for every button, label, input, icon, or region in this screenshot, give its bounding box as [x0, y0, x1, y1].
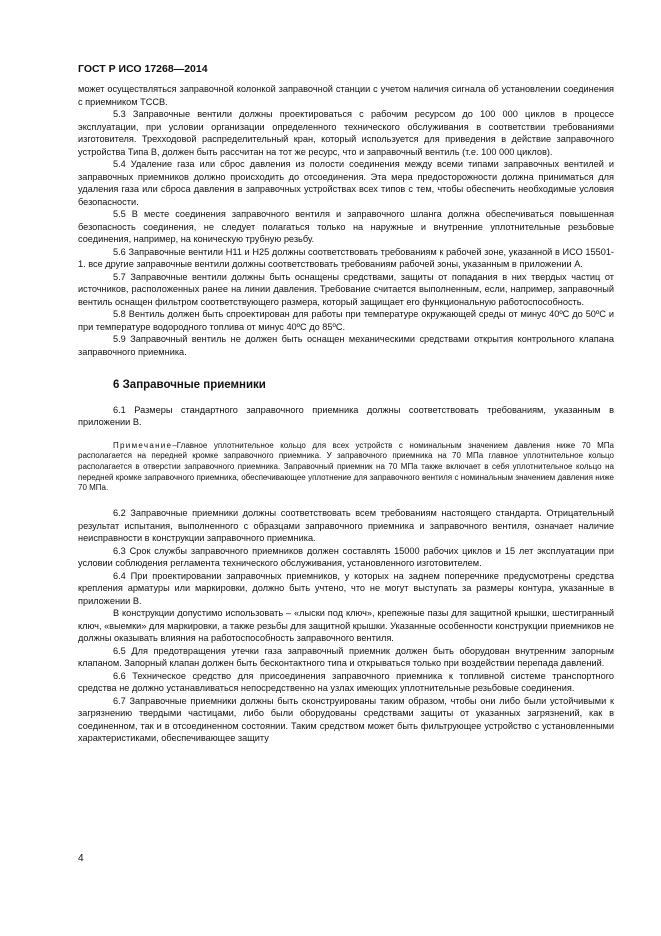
paragraph-6-4: 6.4 При проектировании заправочных приемников, у которых на заднем поперечнике предусмотрены средства крепления арматуры или маркировки, должно быть учтено, что не могут выступать за размеры контура, указанные в приложении В. [78, 570, 614, 606]
paragraph-6-3: 6.3 Срок службы заправочного приемников должен составлять 15000 рабочих циклов и 15 лет эксплуатации при условии соблюдения регламента технического обслуживания, установленного изготовителем. [78, 545, 614, 569]
paragraph-6-2: 6.2 Заправочные приемники должны соответствовать всем требованиям настоящего стандарта. Отрицательный результат испытания, выполненного с образцами заправочного приемника и заправочного вентиля, означает наличие неисправности в конструкции заправочного приемника. [78, 508, 614, 544]
paragraph-5-6: 5.6 Заправочные вентили Н11 и Н25 должны соответствовать требованиям к рабочей зоне, указанной в ИСО 15501-1. все другие заправочные вентили должны соответствовать требованиям рабочей зоны, указанным в приложении А. [78, 246, 614, 269]
document-header: ГОСТ Р ИСО 17268—2014 [78, 63, 208, 75]
paragraph-5-7: 5.7 Заправочные вентили должны быть оснащены средствами, защиты от попадания в них твердых частиц от источников, расположенных ранее на линии давления. Требование считается выполненным, если, например, заправочный вентиль оснащен фильтром соответствующего размера, который защищает его функциональную работоспособность. [78, 271, 614, 307]
note-text: –Главное уплотнительное кольцо для всех устройств с номинальным значением давления ниже 70 МПа располагается на передней кромке заправочного приемника. У заправочного приемника на 70 МПа главное уплотнительное кольцо располагается в отверстии заправочного приемника. Заправочный приемник на 70 МПа также включает в себя уплотнительное кольцо на передней кромке заправочного приемника, обеспечивающее уплотнение для заправочного вентиля с номинальным значением давления ниже 70 МПа. [78, 440, 614, 493]
paragraph: может осуществляться заправочной колонкой заправочной станции с учетом наличия сигнала об установлении соединения с приемником ТССВ. [78, 84, 614, 107]
paragraph-5-4: 5.4 Удаление газа или сброс давления из полости соединения между всеми типами заправочных вентилей и заправочных приемников должно происходить до отсоединения. Эта мера предосторожности должна приниматься для удаления газа или сброса давления в заправочных устройствах всех типов с тем, чтобы обеспечить необходимые условия безопасности. [78, 159, 614, 207]
note-label: Примечание [113, 440, 173, 450]
paragraph-5-8: 5.8 Вентиль должен быть спроектирован для работы при температуре окружающей среды от минус 40ºС до 50ºС и при температуре водородного топлива от минус 40ºС до 85ºС. [78, 309, 614, 332]
paragraph-5-5: 5.5 В месте соединения заправочного вентиля и заправочного шланга должна обеспечиваться повышенная безопасность соединения, не следует полагаться только на наружные и внутренние уплотнительные резьбовые соединения, например, на коническую трубную резьбу. [78, 209, 614, 244]
paragraph-6-4-cont: В конструкции допустимо использовать – «лыски под ключ», крепежные пазы для защитной крышки, шестигранный ключ, «выемки» для маркировки, а также резьбы для защитной крышки. Указанные особенности конструкции приемников не должны оказывать влияния на работоспособность заправочного вентиля. [78, 608, 614, 644]
paragraph-6-7: 6.7 Заправочные приемники должны быть сконструированы таким образом, чтобы они либо были устойчивыми к загрязнению твердыми частицами, либо были оборудованы средствами защиты от указанных загрязнений, как в соединенном, так и в отсоединенном состоянии. Таким средством может быть фильтрующее устройство с установленными характеристиками, обеспечивающее защиту [78, 695, 614, 744]
paragraph-6-5: 6.5 Для предотвращения утечки газа заправочный приемник должен быть оборудован внутренним запорным клапаном. Запорный клапан должен быть бесконтактного типа и открываться только при воздействии перепада давлений. [78, 645, 614, 669]
paragraph-5-9: 5.9 Заправочный вентиль не должен быть оснащен механическими средствами открытия контрольного клапана заправочного приемника. [78, 334, 614, 357]
section-title: 6 Заправочные приемники [113, 379, 266, 391]
paragraph-6-6: 6.6 Техническое средство для присоединения заправочного приемника к топливной системе транспортного средства не должно устанавливаться непосредственно на узлах имеющих уплотнительные резьбовые соединения. [78, 670, 614, 694]
document-body [78, 83, 614, 745]
note [78, 441, 614, 495]
page-number: 4 [78, 853, 84, 864]
paragraph-5-3: 5.3 Заправочные вентили должны проектироваться с рабочим ресурсом до 100 000 циклов в процессе эксплуатации, при условии организации определенного технического обслуживания в соответствии требованиями изготовителя. Трехходовой распределительный кран, который используется для приведения в действие заправочного устройства Типа В, должен быть рассчитан на тот же ресурс, что и заправочный вентиль (т.е. 100 000 циклов). [78, 109, 614, 157]
paragraph-6-1: 6.1 Размеры стандартного заправочного приемника должны соответствовать требованиям, указанным в приложении В. [78, 404, 614, 427]
